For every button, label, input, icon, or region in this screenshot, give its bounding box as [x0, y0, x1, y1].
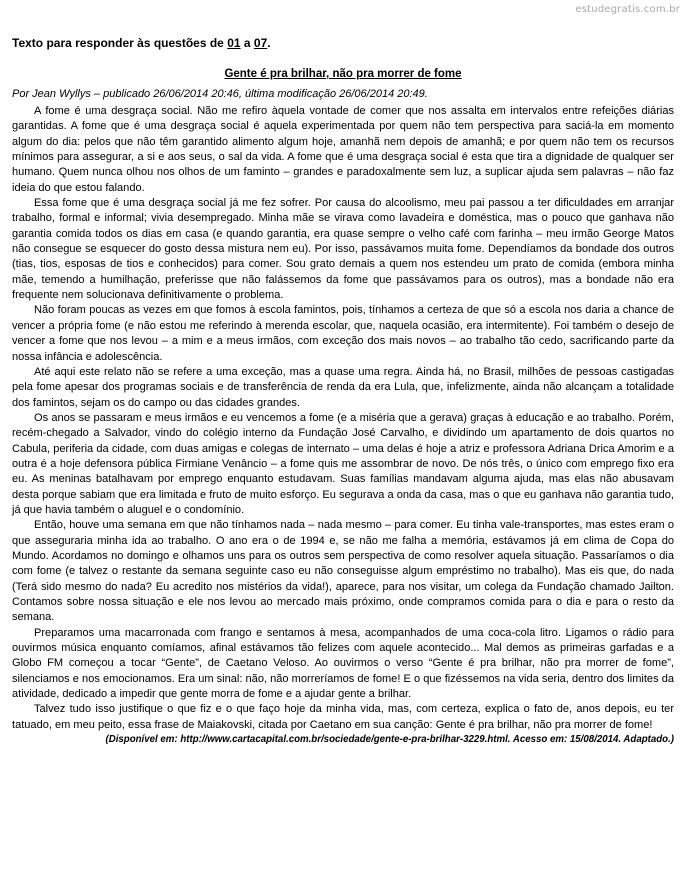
article-paragraph: Então, houve uma semana em que não tínhamos nada – nada mesmo – para comer. Eu tinha vale-transportes, mas estes eram o que asseguraria minha ida ao trabalho. O ano era o de 1994 e, se não me falha a memória, estávamos já em clima de Copa do Mundo. Acordamos no domingo e olhamos uns para os outros sem perspectiva de como resolver aquela situação. Passaríamos o dia com fome (e talvez o restante da semana seguinte caso eu não conseguisse algum empréstimo no trabalho). Mas eis que, do nada (Terá sido mesmo do nada? Eu acredito nos mistérios da vida!), aparece, para nos visitar, um colega da Fundação chamado Jailton. Contamos sobre nossa situação e ele nos levou ao mercado mais próximo, onde compramos comida para o dia e para o resto da semana.: [12, 519, 674, 624]
site-watermark: estudegratis.com.br: [575, 4, 680, 15]
article-paragraph: Os anos se passaram e meus irmãos e eu vencemos a fome (e a miséria que a gerava) graças à educação e ao trabalho. Porém, recém-chegado a Salvador, vindo do colégio interno da Fundação José Carvalho, e dividindo um apartamento de dois quartos no Cabula, periferia da cidade, com duas amigas e colegas de internato – uma delas é hoje a atriz e professora Adriana Drica Amorim e a outra é a hoje defensora pública Firmiane Venâncio – a fome quis me assombrar de novo. De nós três, o único com emprego fixo era eu. As meninas batalhavam por emprego enquanto estudavam. Suas famílias mandavam alguma ajuda, mas elas não abusavam desta porque sabiam que era limitada e fruto de muito esforço. Eu segurava a onda da casa, mas o que eu ganhava não garantia tudo, já que havia também o aluguel e o condomínio.: [12, 411, 674, 516]
article-paragraph: Até aqui este relato não se refere a uma exceção, mas a quase uma regra. Ainda há, no Brasil, milhões de pessoas castigadas pela fome apesar dos programas sociais e de transferência de renda da era Lula, que, infelizmente, ainda não alcançam a totalidade dos famintos, sejam os do campo ou das cidades grandes.: [12, 365, 674, 409]
article-title: Gente é pra brilhar, não pra morrer de fome: [224, 68, 462, 80]
article-paragraph: A fome é uma desgraça social. Não me refiro àquela vontade de comer que nos assalta em intervalos entre refeições diárias garantidas. A fome que é uma desgraça social é aquela experimentada por quem não tem perspectiva para saciá-la em momento algum do dia: pelos que não têm garantido alimento algum hoje, amanhã nem depois de amanhã; e por quem não tem os recursos mínimos para assegurar, a si e aos seus, o sal da vida. A fome que é uma desgraça social é esta que tira a dignidade de qualquer ser humano. Quem nunca olhou nos olhos de um faminto – grandes e paradoxalmente sem luz, a suplicar ajuda sem palavras – não faz ideia do que estou falando.: [12, 105, 674, 194]
article-paragraph: Talvez tudo isso justifique o que fiz e o que faço hoje da minha vida, mas, com certeza, explica o fato de, anos depois, eu ter tatuado, em meu peito, essa frase de Maiakovski, citada por Caetano em sua canção: Gente é pra brilhar, não pra morrer de fome!: [12, 703, 674, 731]
instruction-suffix: .: [267, 36, 271, 50]
article-paragraph: Não foram poucas as vezes em que fomos à escola famintos, pois, tínhamos a certeza de que só a escola nos daria a chance de vencer a própria fome (e não estou me referindo à merenda escolar, que, naquela ocasião, era intermitente). Foi também o desejo de vencer a fome que nos levou – a mim e a meus irmãos, com exceção dos mais novos – ao trabalho tão cedo, sacrificando parte da nossa infância e adolescência.: [12, 304, 674, 363]
article-byline: Por Jean Wyllys – publicado 26/06/2014 20:46, última modificação 26/06/2014 20:49.: [12, 88, 428, 100]
instruction-prefix: Texto para responder às questões de: [12, 36, 228, 50]
article-paragraph: Essa fome que é uma desgraça social já me fez sofrer. Por causa do alcoolismo, meu pai passou a ter dificuldades em arranjar trabalho, formal e informal; vivia desempregado. Minha mãe se virava como lavadeira e doméstica, mas o pouco que ganhava não garantia comida todos os dias em casa (e quando garantia, era quase sempre o velho café com farinha – meu irmão George Matos não consegue se esquecer do gosto dessa mistura nem eu). Por isso, passávamos muita fome. Dependíamos da bondade dos outros (tias, tios, esposas de tios e conhecidos) para comer. Sou grato demais a quem nos estendeu um prato de comida (embora minha mãe, temendo a humilhação, preferisse que não falássemos da fome que passávamos para os outros), mas a bondade não era frequente nem solucionava definitivamente o problema.: [12, 197, 674, 302]
article-paragraph: Preparamos uma macarronada com frango e sentamos à mesa, acompanhados de uma coca-cola litro. Ligamos o rádio para ouvirmos música enquanto comíamos, afinal estávamos tão felizes com aquele acontecido... Mal demos as primeiras garfadas e a Globo FM começou a tocar “Gente”, de Caetano Veloso. Ao ouvirmos o verso “Gente é pra brilhar, não pra morrer de fome”, silenciamos e nos emocionamos. Era um sinal: não, não morreríamos de fome! E o que fizéssemos na vida seria, dentro dos limites da atividade, dedicado a impedir que gente morra de fome e a ajudar gente a brilhar.: [12, 626, 674, 701]
article-source: (Disponível em: http://www.cartacapital.com.br/sociedade/gente-e-pra-brilhar-3229.html. Acesso em: 15/08/2014. Adaptado.): [105, 734, 674, 746]
instruction-middle: a: [240, 36, 254, 50]
question-start: 01: [227, 36, 241, 50]
question-end: 07: [253, 36, 268, 50]
instruction-heading: [12, 36, 674, 50]
document-body: [12, 36, 674, 746]
